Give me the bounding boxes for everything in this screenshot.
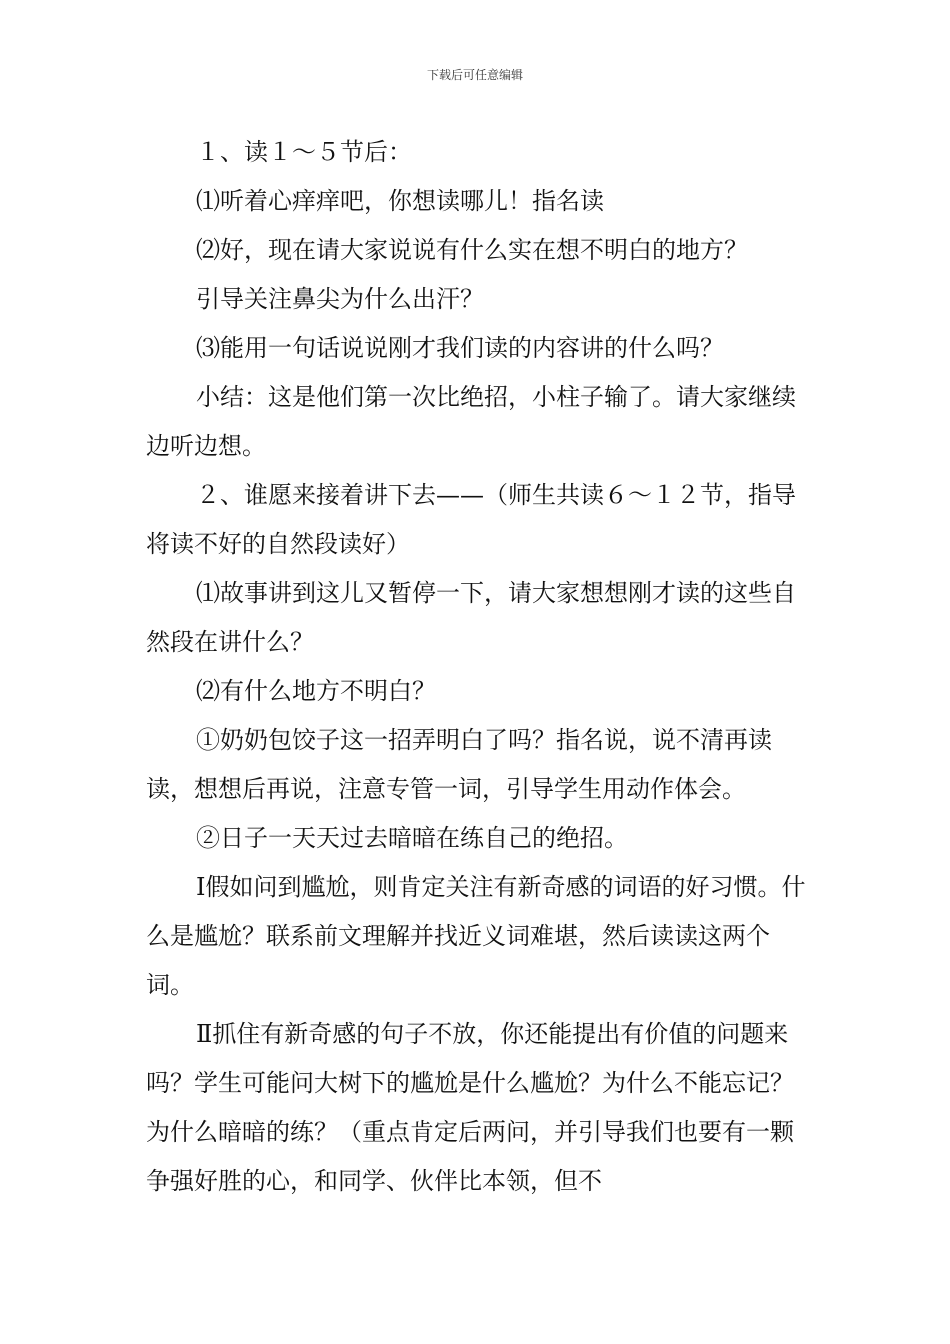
paragraph: １、读１～５节后： bbox=[196, 138, 412, 166]
paragraph: ⑶能用一句话说说刚才我们读的内容讲的什么吗？ bbox=[196, 334, 724, 362]
paragraph: ②日子一天天过去暗暗在练自己的绝招。 bbox=[196, 824, 628, 852]
paragraph: 小结：这是他们第一次比绝招，小柱子输了。请大家继续边听边想。 bbox=[146, 383, 796, 460]
paragraph: ⑴听着心痒痒吧，你想读哪儿！指名读 bbox=[196, 187, 604, 215]
paragraph: ２、谁愿来接着讲下去——（师生共读６～１２节，指导将读不好的自然段读好） bbox=[146, 481, 796, 558]
paragraph: ⑵有什么地方不明白？ bbox=[196, 677, 436, 705]
paragraph: Ⅱ抓住有新奇感的句子不放，你还能提出有价值的问题来吗？学生可能问大树下的尴尬是什么尴尬？为什么不能忘记？为什么暗暗的练？（重点肯定后两问，并引导我们也要有一颗争强好胜的心，和同学、伙伴比本领，但不 bbox=[146, 1020, 794, 1195]
paragraph: ⑵好，现在请大家说说有什么实在想不明白的地方？ bbox=[196, 236, 748, 264]
document-body bbox=[146, 128, 808, 1206]
paragraph: ⑴故事讲到这儿又暂停一下，请大家想想刚才读的这些自然段在讲什么？ bbox=[146, 579, 796, 656]
page-header: 下载后可任意编辑 bbox=[426, 68, 523, 82]
paragraph: 引导关注鼻尖为什么出汗？ bbox=[196, 285, 484, 313]
paragraph: Ⅰ假如问到尴尬，则肯定关注有新奇感的词语的好习惯。什么是尴尬？联系前文理解并找近义词难堪，然后读读这两个词。 bbox=[146, 873, 806, 999]
paragraph: ①奶奶包饺子这一招弄明白了吗？指名说，说不清再读读，想想后再说，注意专管一词，引导学生用动作体会。 bbox=[146, 726, 772, 803]
